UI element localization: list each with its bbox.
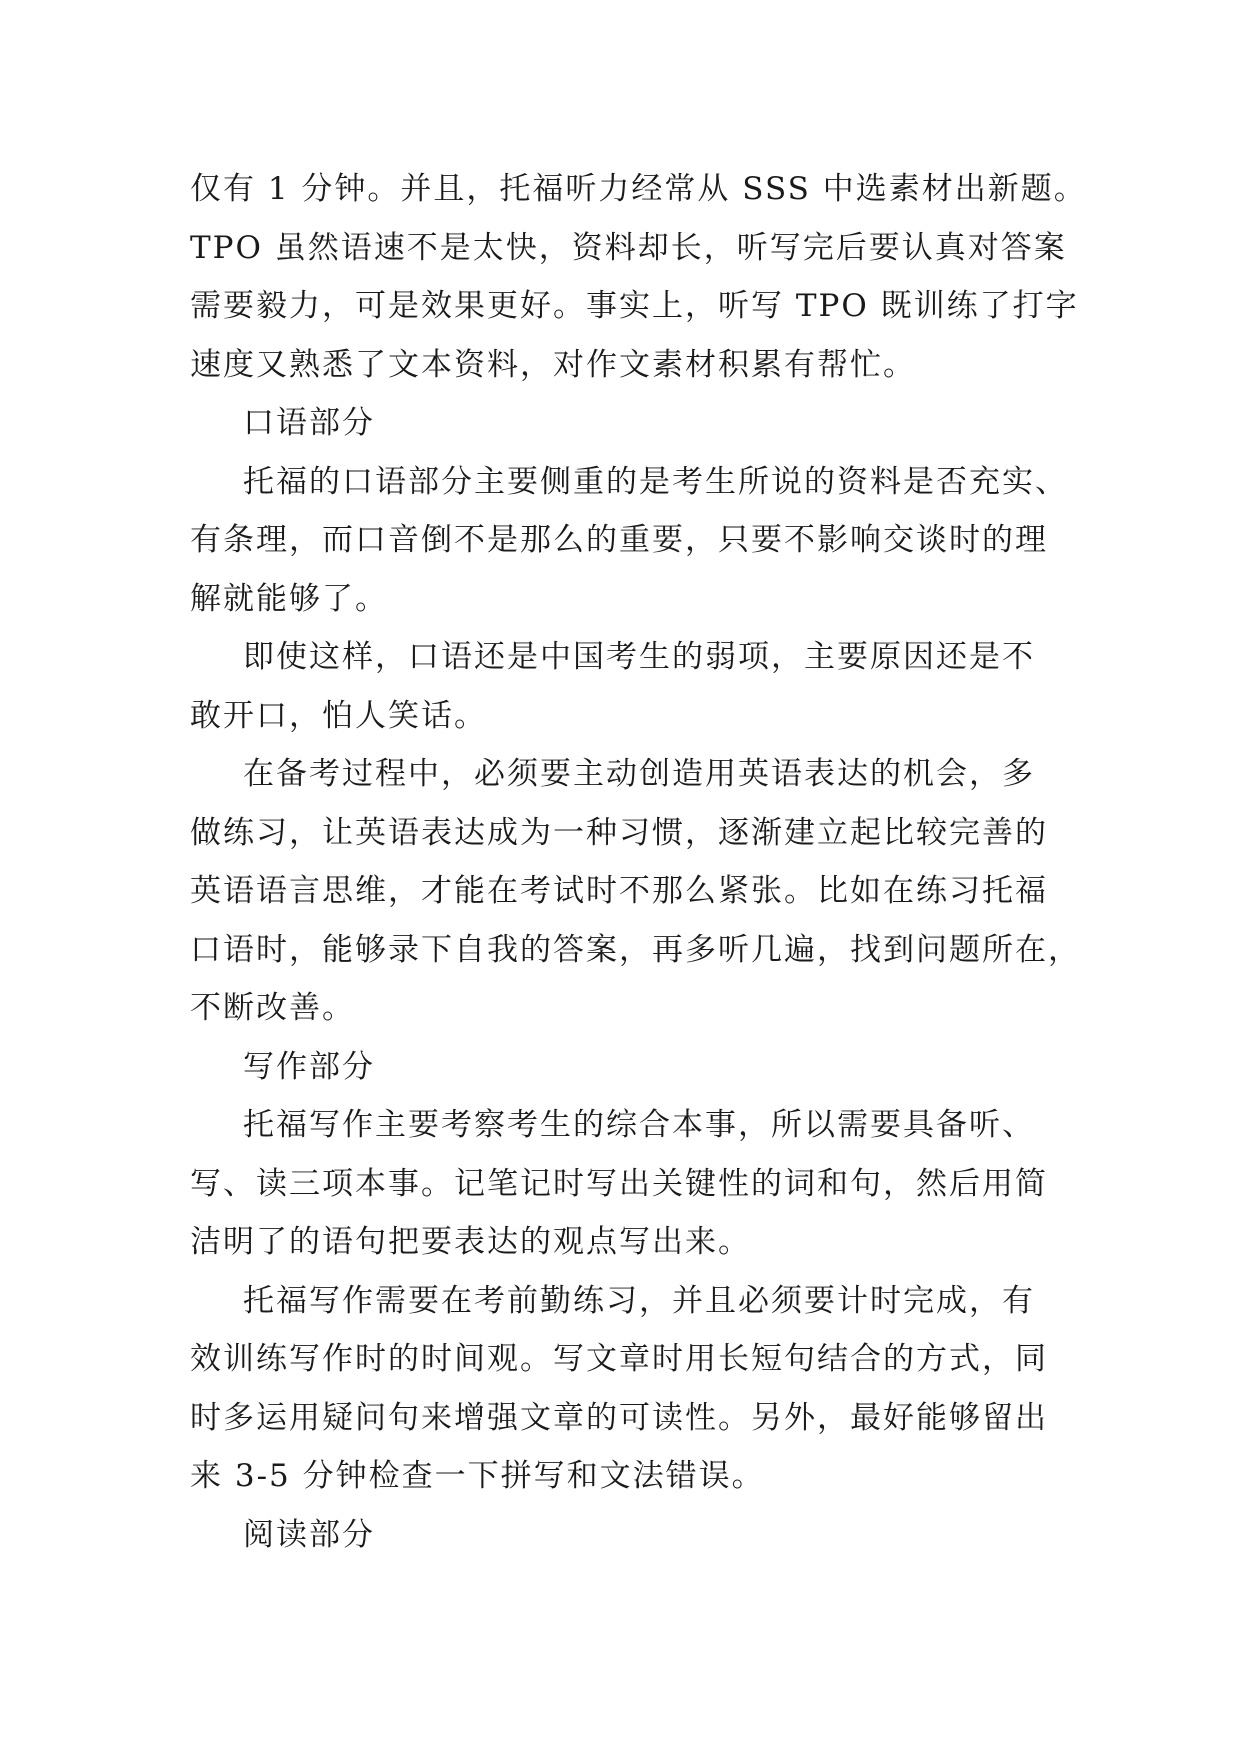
text-line: 即使这样，口语还是中国考生的弱项，主要原因还是不 (243, 639, 1035, 675)
text-line: 口语时，能够录下自我的答案，再多听几遍，找到问题所在， (190, 931, 1081, 968)
text-line: 来 3-5 分钟检查一下拼写和文法错误。 (190, 1458, 765, 1494)
text-line: 在备考过程中，必须要主动创造用英语表达的机会，多 (243, 756, 1035, 792)
text-line: TPO 虽然语速不是太快，资料却长，听写完后要认真对答案 (190, 229, 1067, 266)
text-line: 英语语言思维，才能在考试时不那么紧张。比如在练习托福 (190, 873, 1048, 909)
text-line: 需要毅力，可是效果更好。事实上，听写 TPO 既训练了打字 (190, 288, 1079, 324)
text-line: 托福的口语部分主要侧重的是考生所说的资料是否充实、 (243, 463, 1068, 500)
text-line: 时多运用疑问句来增强文章的可读性。另外，最好能够留出 (190, 1399, 1048, 1436)
text-line: 敢开口，怕人笑话。 (190, 697, 487, 734)
text-line: 托福写作主要考察考生的综合本事，所以需要具备听、 (243, 1107, 1035, 1143)
text-line: 有条理，而口音倒不是那么的重要，只要不影响交谈时的理 (190, 522, 1048, 558)
text-line: 速度又熟悉了文本资料，对作文素材积累有帮忙。 (190, 346, 916, 383)
text-line: 口语部分 (243, 405, 375, 441)
document-body (190, 160, 1087, 1564)
text-line: 效训练写作时的时间观。写文章时用长短句结合的方式，同 (190, 1341, 1048, 1377)
text-line: 洁明了的语句把要表达的观点写出来。 (190, 1224, 751, 1260)
text-line: 写、读三项本事。记笔记时写出关键性的词和句，然后用简 (190, 1165, 1048, 1202)
text-line: 解就能够了。 (190, 580, 388, 617)
text-line: 不断改善。 (190, 990, 355, 1026)
text-line: 阅读部分 (243, 1516, 375, 1553)
text-line: 仅有 1 分钟。并且，托福听力经常从 SSS 中选素材出新题。 (190, 171, 1087, 207)
text-line: 做练习，让英语表达成为一种习惯，逐渐建立起比较完善的 (190, 814, 1048, 851)
text-line: 托福写作需要在考前勤练习，并且必须要计时完成，有 (243, 1282, 1035, 1319)
text-line: 写作部分 (243, 1048, 375, 1085)
